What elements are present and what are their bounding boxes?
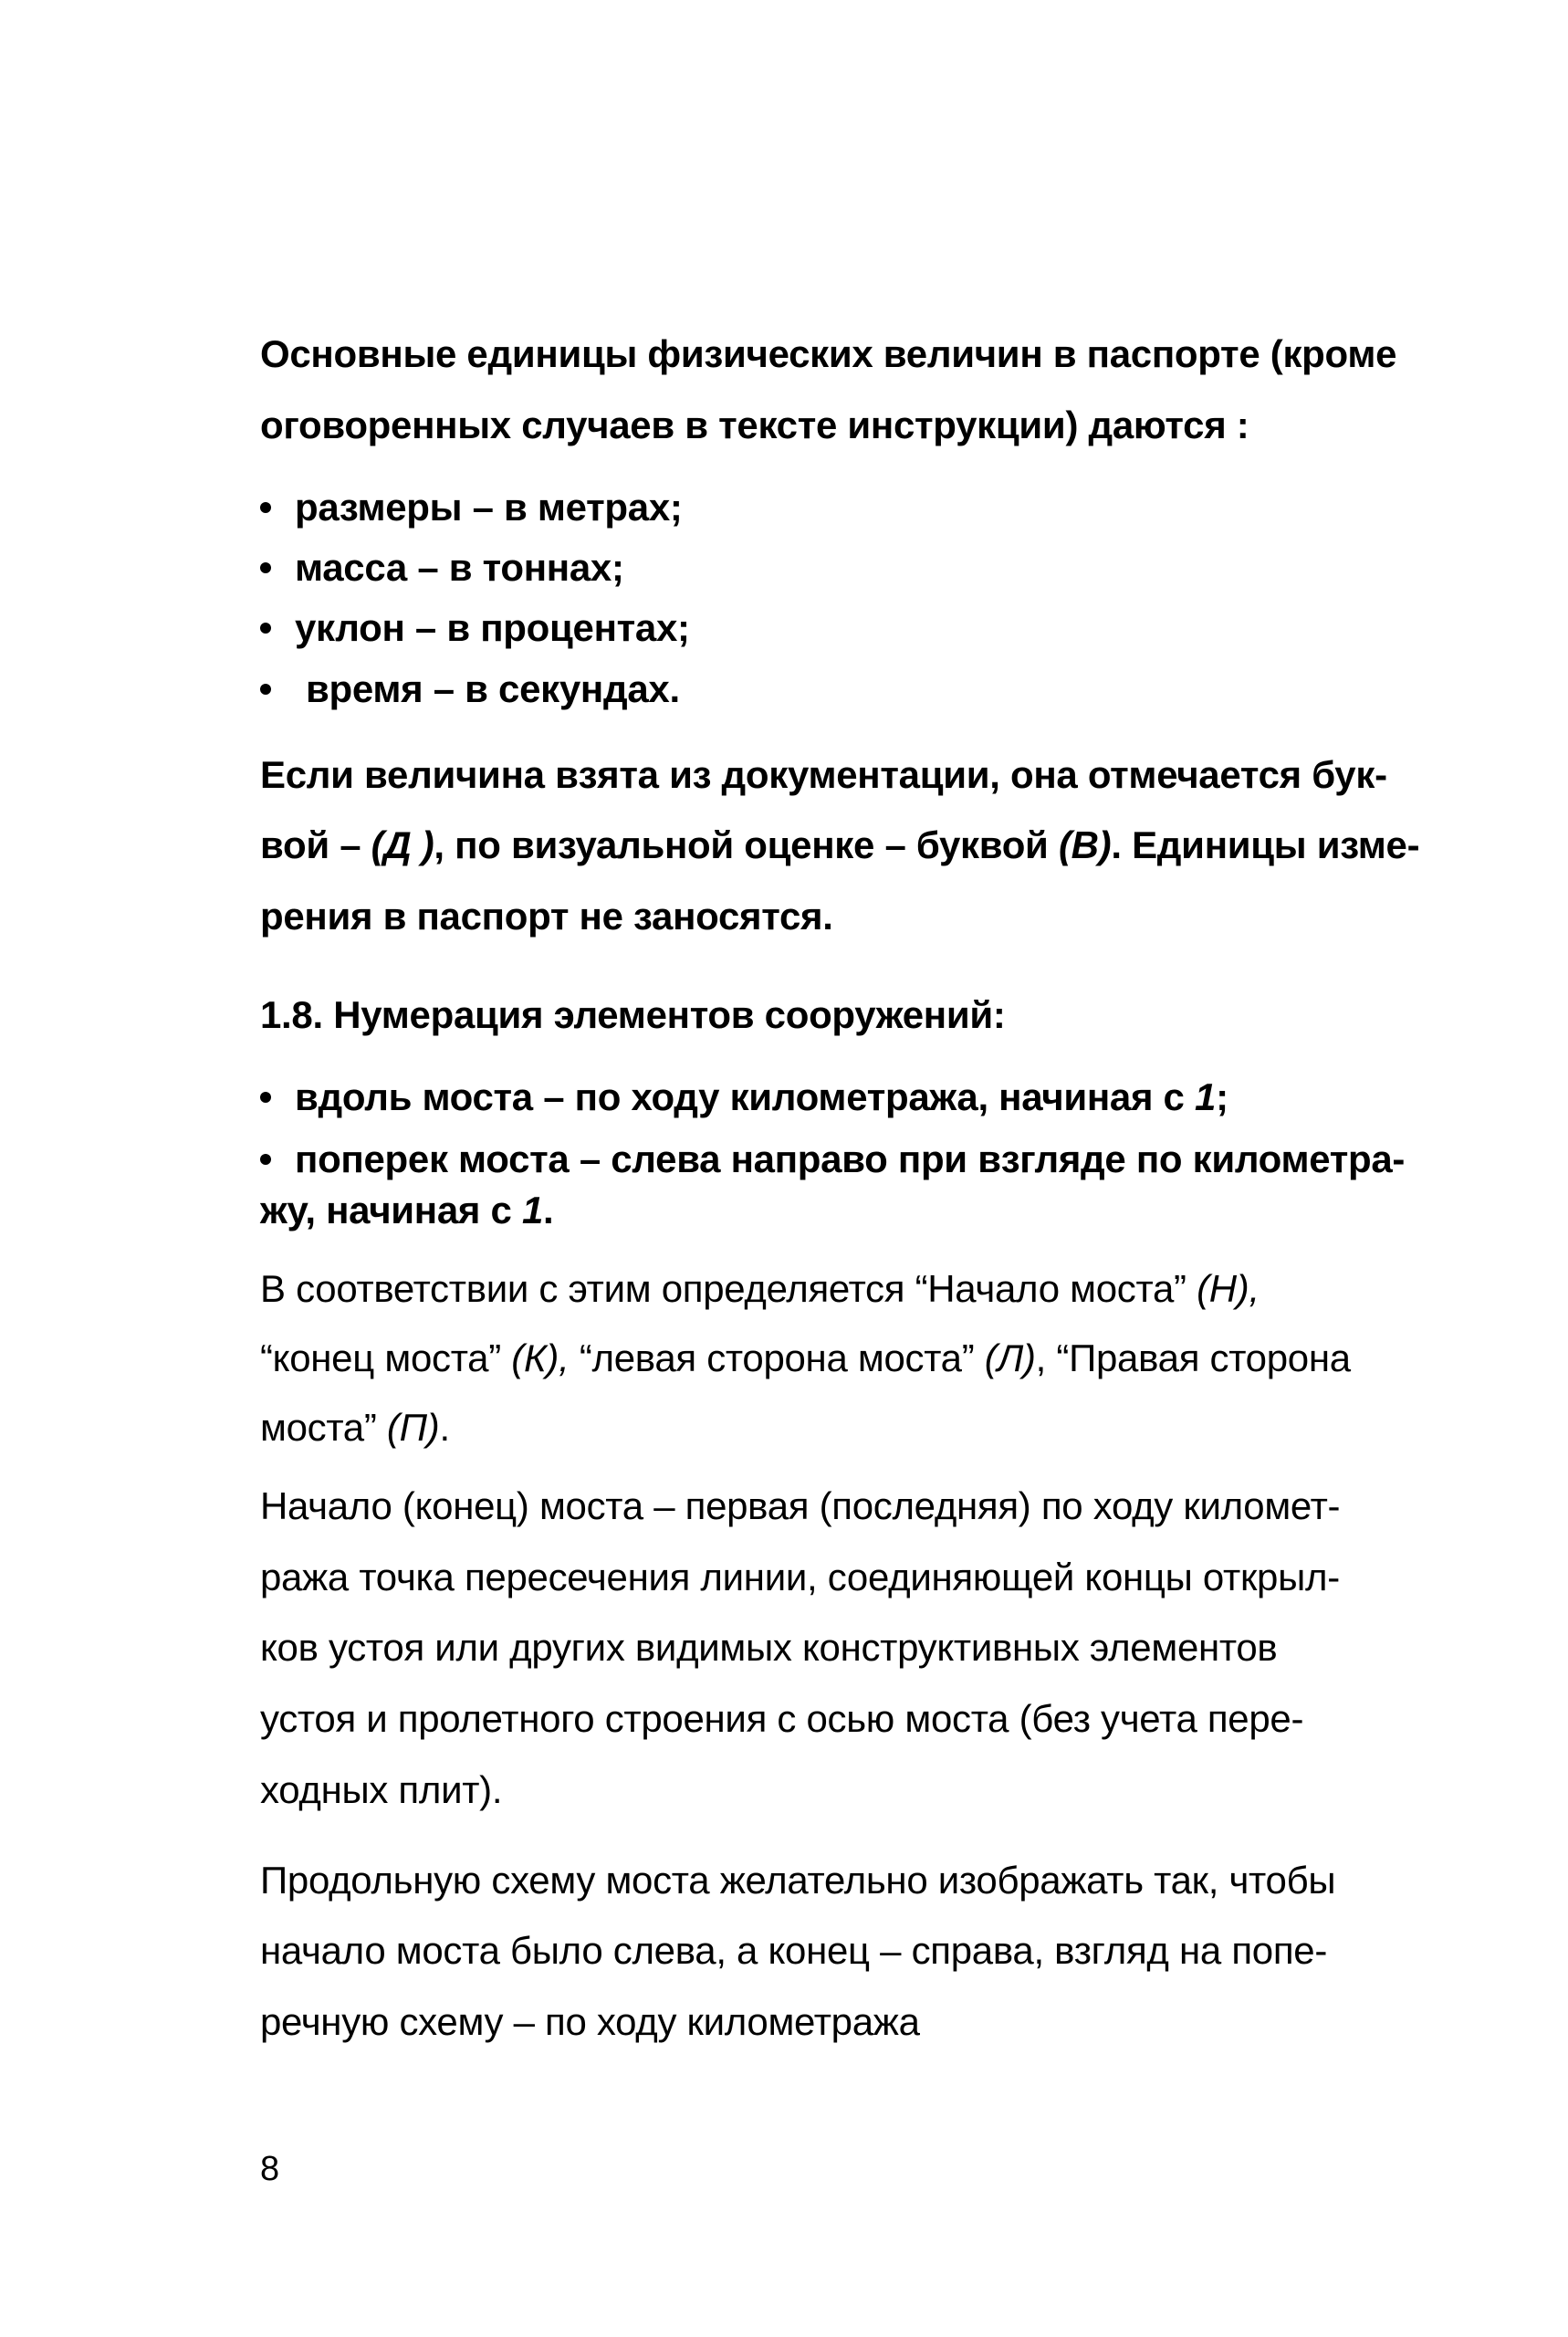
paragraph-2-line-1: Если величина взята из документации, она отмечается бук- [260,753,1387,796]
bullet-icon [260,1092,271,1103]
paragraph-1-line-2: оговоренных случаев в тексте инструкции) даются : [260,403,1249,446]
list-item: время – в секундах. [260,667,680,711]
list-item: масса – в тоннах; [260,546,624,590]
list-item: уклон – в процентах; [260,606,690,650]
section-heading: 1.8. Нумерация элементов сооружений: [260,993,1006,1036]
paragraph-5-line: речную схему – по ходу километража [260,2000,920,2043]
paragraph-4-line: ков устоя или других видимых конструктивных элементов [260,1626,1278,1669]
paragraph-1-line-1: Основные единицы физических величин в паспорте (кроме [260,332,1397,375]
bullet-icon [260,1154,271,1165]
bullet-icon [260,562,271,573]
paragraph-4-line: Начало (конец) моста – первая (последняя) по ходу километ- [260,1484,1341,1527]
list-item: вдоль моста – по ходу километража, начиная с 1; [260,1075,1228,1119]
paragraph-3-line-3: моста” (П). [260,1406,450,1449]
paragraph-5-line: начало моста было слева, а конец – справа, взгляд на попе- [260,1929,1328,1972]
paragraph-3-line-2: “конец моста” (К), “левая сторона моста” (Л), “Правая сторона [260,1336,1351,1379]
list-item: поперек моста – слева направо при взгляде по километра- [260,1137,1405,1181]
paragraph-4-line: ходных плит). [260,1768,503,1811]
paragraph-5-line: Продольную схему моста желательно изображать так, чтобы [260,1859,1336,1902]
bullet-icon [260,684,271,695]
bullet-icon [260,623,271,634]
list-item-continuation: жу, начиная с 1. [260,1189,554,1231]
paragraph-4-line: устоя и пролетного строения с осью моста (без учета пере- [260,1697,1304,1740]
page-number: 8 [260,2150,280,2188]
paragraph-3-line-1: В соответствии с этим определяется “Начало моста” (Н), [260,1267,1260,1310]
paragraph-2-line-2: вой – (Д ), по визуальной оценке – буквой (В). Единицы изме- [260,823,1420,866]
bullet-icon [260,502,271,513]
paragraph-2-line-3: рения в паспорт не заносятся. [260,895,833,938]
paragraph-4-line: ража точка пересечения линии, соединяющей концы открыл- [260,1556,1340,1598]
list-item: размеры – в метрах; [260,486,683,529]
